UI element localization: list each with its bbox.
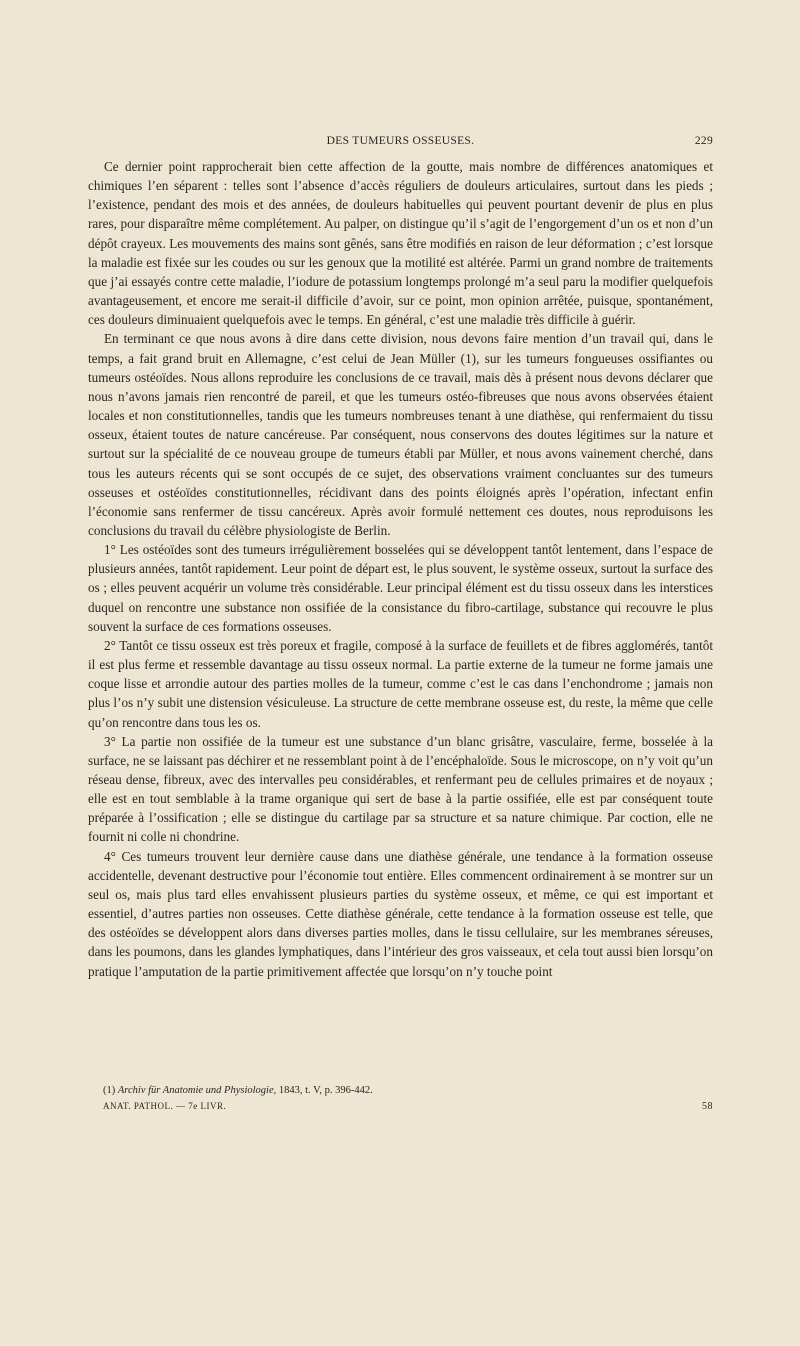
signature-number: 58 bbox=[702, 1101, 713, 1112]
paragraph: 1° Les ostéoïdes sont des tumeurs irrégulièrement bosselées qui se développent tantôt lentement, dans l’espace de plusieurs années, tantôt rapidement. Leur point de départ est, le plus souvent, le système osseux, surtout la surface des os ; elles peuvent acquérir un volume très considérable. Leur principal élément est du tissu osseux dans les interstices duquel on rencontre une substance non ossifiée de la consistance du fibro-cartilage, substance qui recouvre le plus souvent la surface de ces formations osseuses. bbox=[88, 542, 713, 634]
footnote bbox=[103, 1084, 713, 1098]
footnote-marker: (1) bbox=[103, 1085, 116, 1096]
paragraph: 3° La partie non ossifiée de la tumeur est une substance d’un blanc grisâtre, vasculaire, ferme, bosselée à la surface, ne se laissant pas déchirer et ne ressemblant point à de l’encéphaloïde. Sous le microscope, on n’y voit qu’un réseau dense, fibreux, avec des intervalles peu considérables, et renfermant peu de cellules primaires et de noyaux ; elle est en tout semblable à la trame organique qui sert de base à la partie ossifiée, elle est par conséquent toute préparée à l’ossification ; elle se distingue du cartilage par sa structure et sa nature chimique. Par coction, elle ne fournit ni colle ni chondrine. bbox=[88, 733, 713, 845]
signature-mark: ANAT. PATHOL. — 7e LIVR. bbox=[103, 1101, 227, 1111]
running-title: DES TUMEURS OSSEUSES. bbox=[326, 135, 475, 147]
paragraph: 4° Ces tumeurs trouvent leur dernière cause dans une diathèse générale, une tendance à la formation osseuse accidentelle, devenant destructive pour l’économie tout entière. Elles commencent ordinairement à se montrer sur un seul os, mais plus tard elles envahissent plusieurs parties du système osseux, et même, ce qui est important et essentiel, d’autres parties non osseuses. Cette diathèse générale, cette tendance à la formation osseuse est telle, que des ostéoïdes se développent alors dans diverses parties molles, dans le tissu cellulaire, sur les membranes séreuses, dans les poumons, dans les glandes lymphatiques, dans l’intérieur des gros vaisseaux, et cela tout aussi bien lorsqu’on pratique l’amputation de la partie primitivement affectée que lorsqu’on n’y touche point bbox=[88, 848, 713, 979]
page-number: 229 bbox=[694, 135, 713, 147]
paragraph: En terminant ce que nous avons à dire dans cette division, nous devons faire mention d’un travail qui, dans le temps, a fait grand bruit en Allemagne, c’est celui de Jean Müller (1), sur les tumeurs fongueuses ossifiantes ou tumeurs ostéoïdes. Nous allons reproduire les conclusions de ce travail, mais dès à présent nous devons déclarer que nous n’avons jamais rien rencontré de pareil, et que les tumeurs ostéo-fibreuses que nous avons observées étaient locales et non constitutionnelles, tandis que les tumeurs nombreuses tenant à une diathèse, qui renfermaient du tissu osseux, étaient toutes de nature cancéreuse. Par conséquent, nous conservons des doutes légitimes sur la nature et surtout sur la spécialité de ce nouveau groupe de tumeurs établi par Müller, et nous avons vainement cherché, dans tous les auteurs récents qui se sont occupés de ce sujet, des observations vraiment concluantes sur des tumeurs osseuses et ostéoïdes constitutionnelles, récidivant dans des points éloignés après l’opération, infectant enfin l’économie sans renfermer de tissu cancéreux. Après avoir formulé nettement ces doutes, nous reproduisons les conclusions du travail du célèbre physiologiste de Berlin. bbox=[88, 331, 713, 538]
running-header bbox=[88, 135, 713, 153]
paragraph: Ce dernier point rapprocherait bien cette affection de la goutte, mais nombre de différences anatomiques et chimiques l’en séparent : telles sont l’absence d’accès réguliers de douleurs articulaires, surtout dans les pieds ; l’existence, pendant des mois et des années, de douleurs habituelles qui peuvent pourtant devenir de plus en plus rares, pour disparaître même complétement. Au palper, on distingue qu’il s’agit de l’engorgement d’un os et non d’un dépôt crayeux. Les mouvements des mains sont gênés, sans être modifiés en raison de leur déformation ; c’est lorsque la maladie est fixée sur les coudes ou sur les genoux que la motilité est altérée. Parmi un grand nombre de traitements que j’ai essayés contre cette maladie, l’iodure de potassium longtemps prolongé m’a seul paru la modifier quelquefois avantageusement, et encore me serait-il difficile d’avoir, sur ce point, mon opinion arrêtée, puisque, spontanément, ces douleurs diminuaient quelquefois avec le temps. En général, c’est une maladie très difficile à guérir. bbox=[88, 159, 713, 328]
footnote-reference: 1843, t. V, p. 396-442. bbox=[276, 1085, 373, 1096]
body-text bbox=[88, 157, 713, 981]
paragraph: 2° Tantôt ce tissu osseux est très poreux et fragile, composé à la surface de feuillets et de fibres agglomérés, tantôt il est plus ferme et ressemble davantage au tissu osseux normal. La partie externe de la tumeur ne forme jamais une coque lisse et arrondie autour des parties molles de la tumeur, comme c’est le cas dans l’enchondrome ; jamais non plus l’os n’y subit une distension vésiculeuse. La structure de cette membrane osseuse est, du reste, la même que celle qu’on rencontre dans tous les os. bbox=[88, 637, 713, 730]
footnote-title: Archiv für Anatomie und Physiologie, bbox=[117, 1085, 277, 1096]
printer-signature bbox=[103, 1101, 713, 1115]
